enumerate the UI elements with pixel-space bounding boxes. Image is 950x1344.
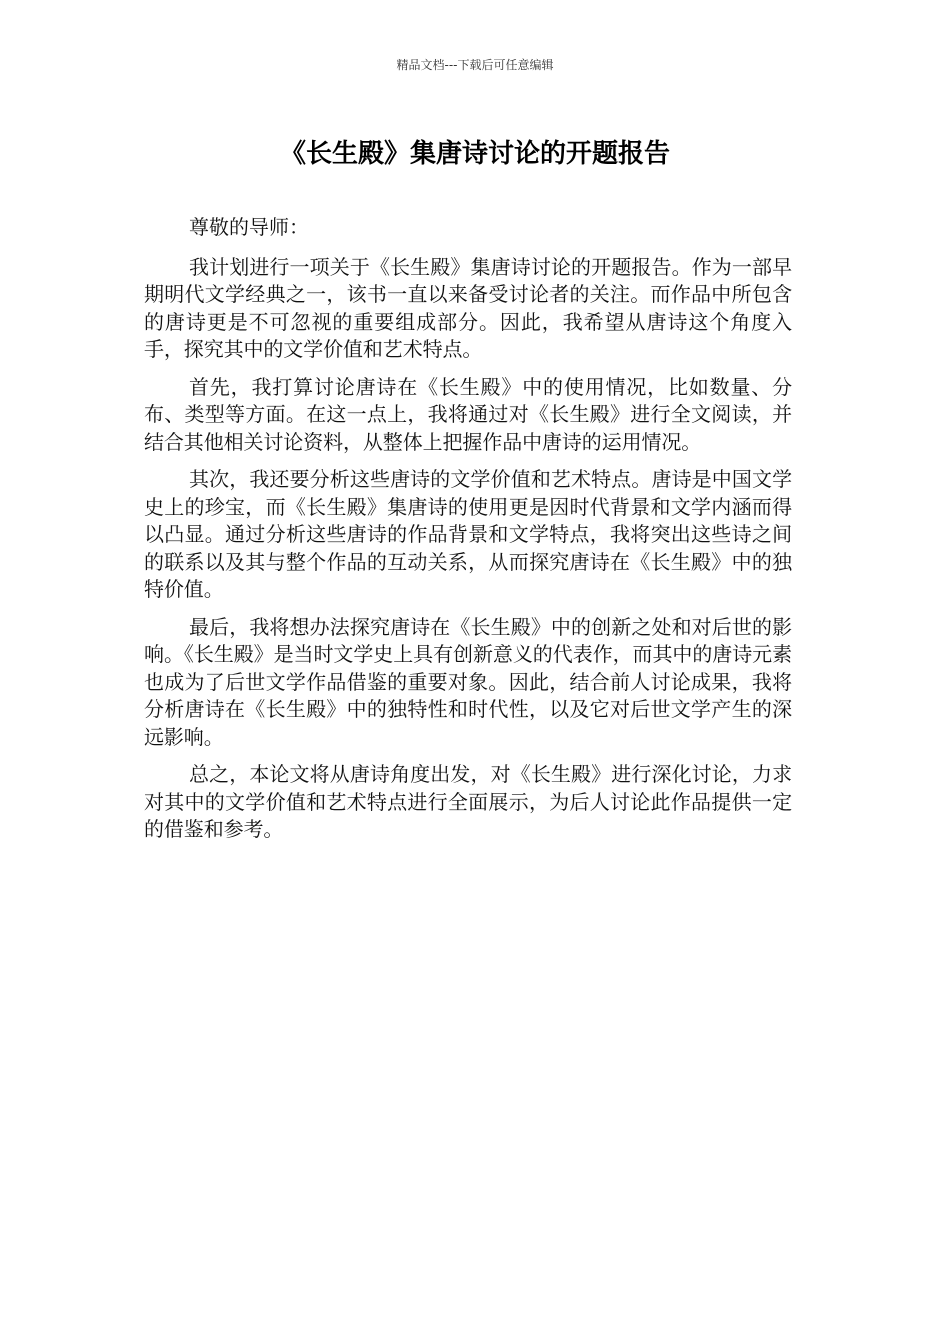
paragraph-third: 最后，我将想办法探究唐诗在《长生殿》中的创新之处和对后世的影响。《长生殿》是当时文学史上具有创新意义的代表作，而其中的唐诗元素也成为了后世文学作品借鉴的重要对象。因此，结合前人讨论成果，我将分析唐诗在《长生殿》中的独特性和时代性，以及它对后世文学产生的深远影响。 — [144, 614, 792, 749]
paragraph-first: 首先，我打算讨论唐诗在《长生殿》中的使用情况，比如数量、分布、类型等方面。在这一点上，我将通过对《长生殿》进行全文阅读，并结合其他相关讨论资料，从整体上把握作品中唐诗的运用情况。 — [144, 374, 792, 454]
paragraph-second: 其次，我还要分析这些唐诗的文学价值和艺术特点。唐诗是中国文学史上的珍宝，而《长生殿》集唐诗的使用更是因时代背景和文学内涵而得以凸显。通过分析这些唐诗的作品背景和文学特点，我将突出这些诗之间的联系以及其与整个作品的互动关系，从而探究唐诗在《长生殿》中的独特价值。 — [144, 467, 792, 601]
document-body — [144, 214, 792, 854]
paragraph-intro: 我计划进行一项关于《长生殿》集唐诗讨论的开题报告。作为一部早期明代文学经典之一，该书一直以来备受讨论者的关注。而作品中所包含的唐诗更是不可忽视的重要组成部分。因此，我希望从唐诗这个角度入手，探究其中的文学价值和艺术特点。 — [144, 254, 792, 361]
paragraph-conclusion: 总之，本论文将从唐诗角度出发，对《长生殿》进行深化讨论，力求对其中的文学价值和艺术特点进行全面展示，为后人讨论此作品提供一定的借鉴和参考。 — [144, 762, 792, 841]
page-header-watermark: 精品文档---下载后可任意编辑 — [396, 58, 554, 72]
salutation: 尊敬的导师： — [189, 215, 309, 239]
document-title: 《长生殿》集唐诗讨论的开题报告 — [279, 139, 670, 169]
